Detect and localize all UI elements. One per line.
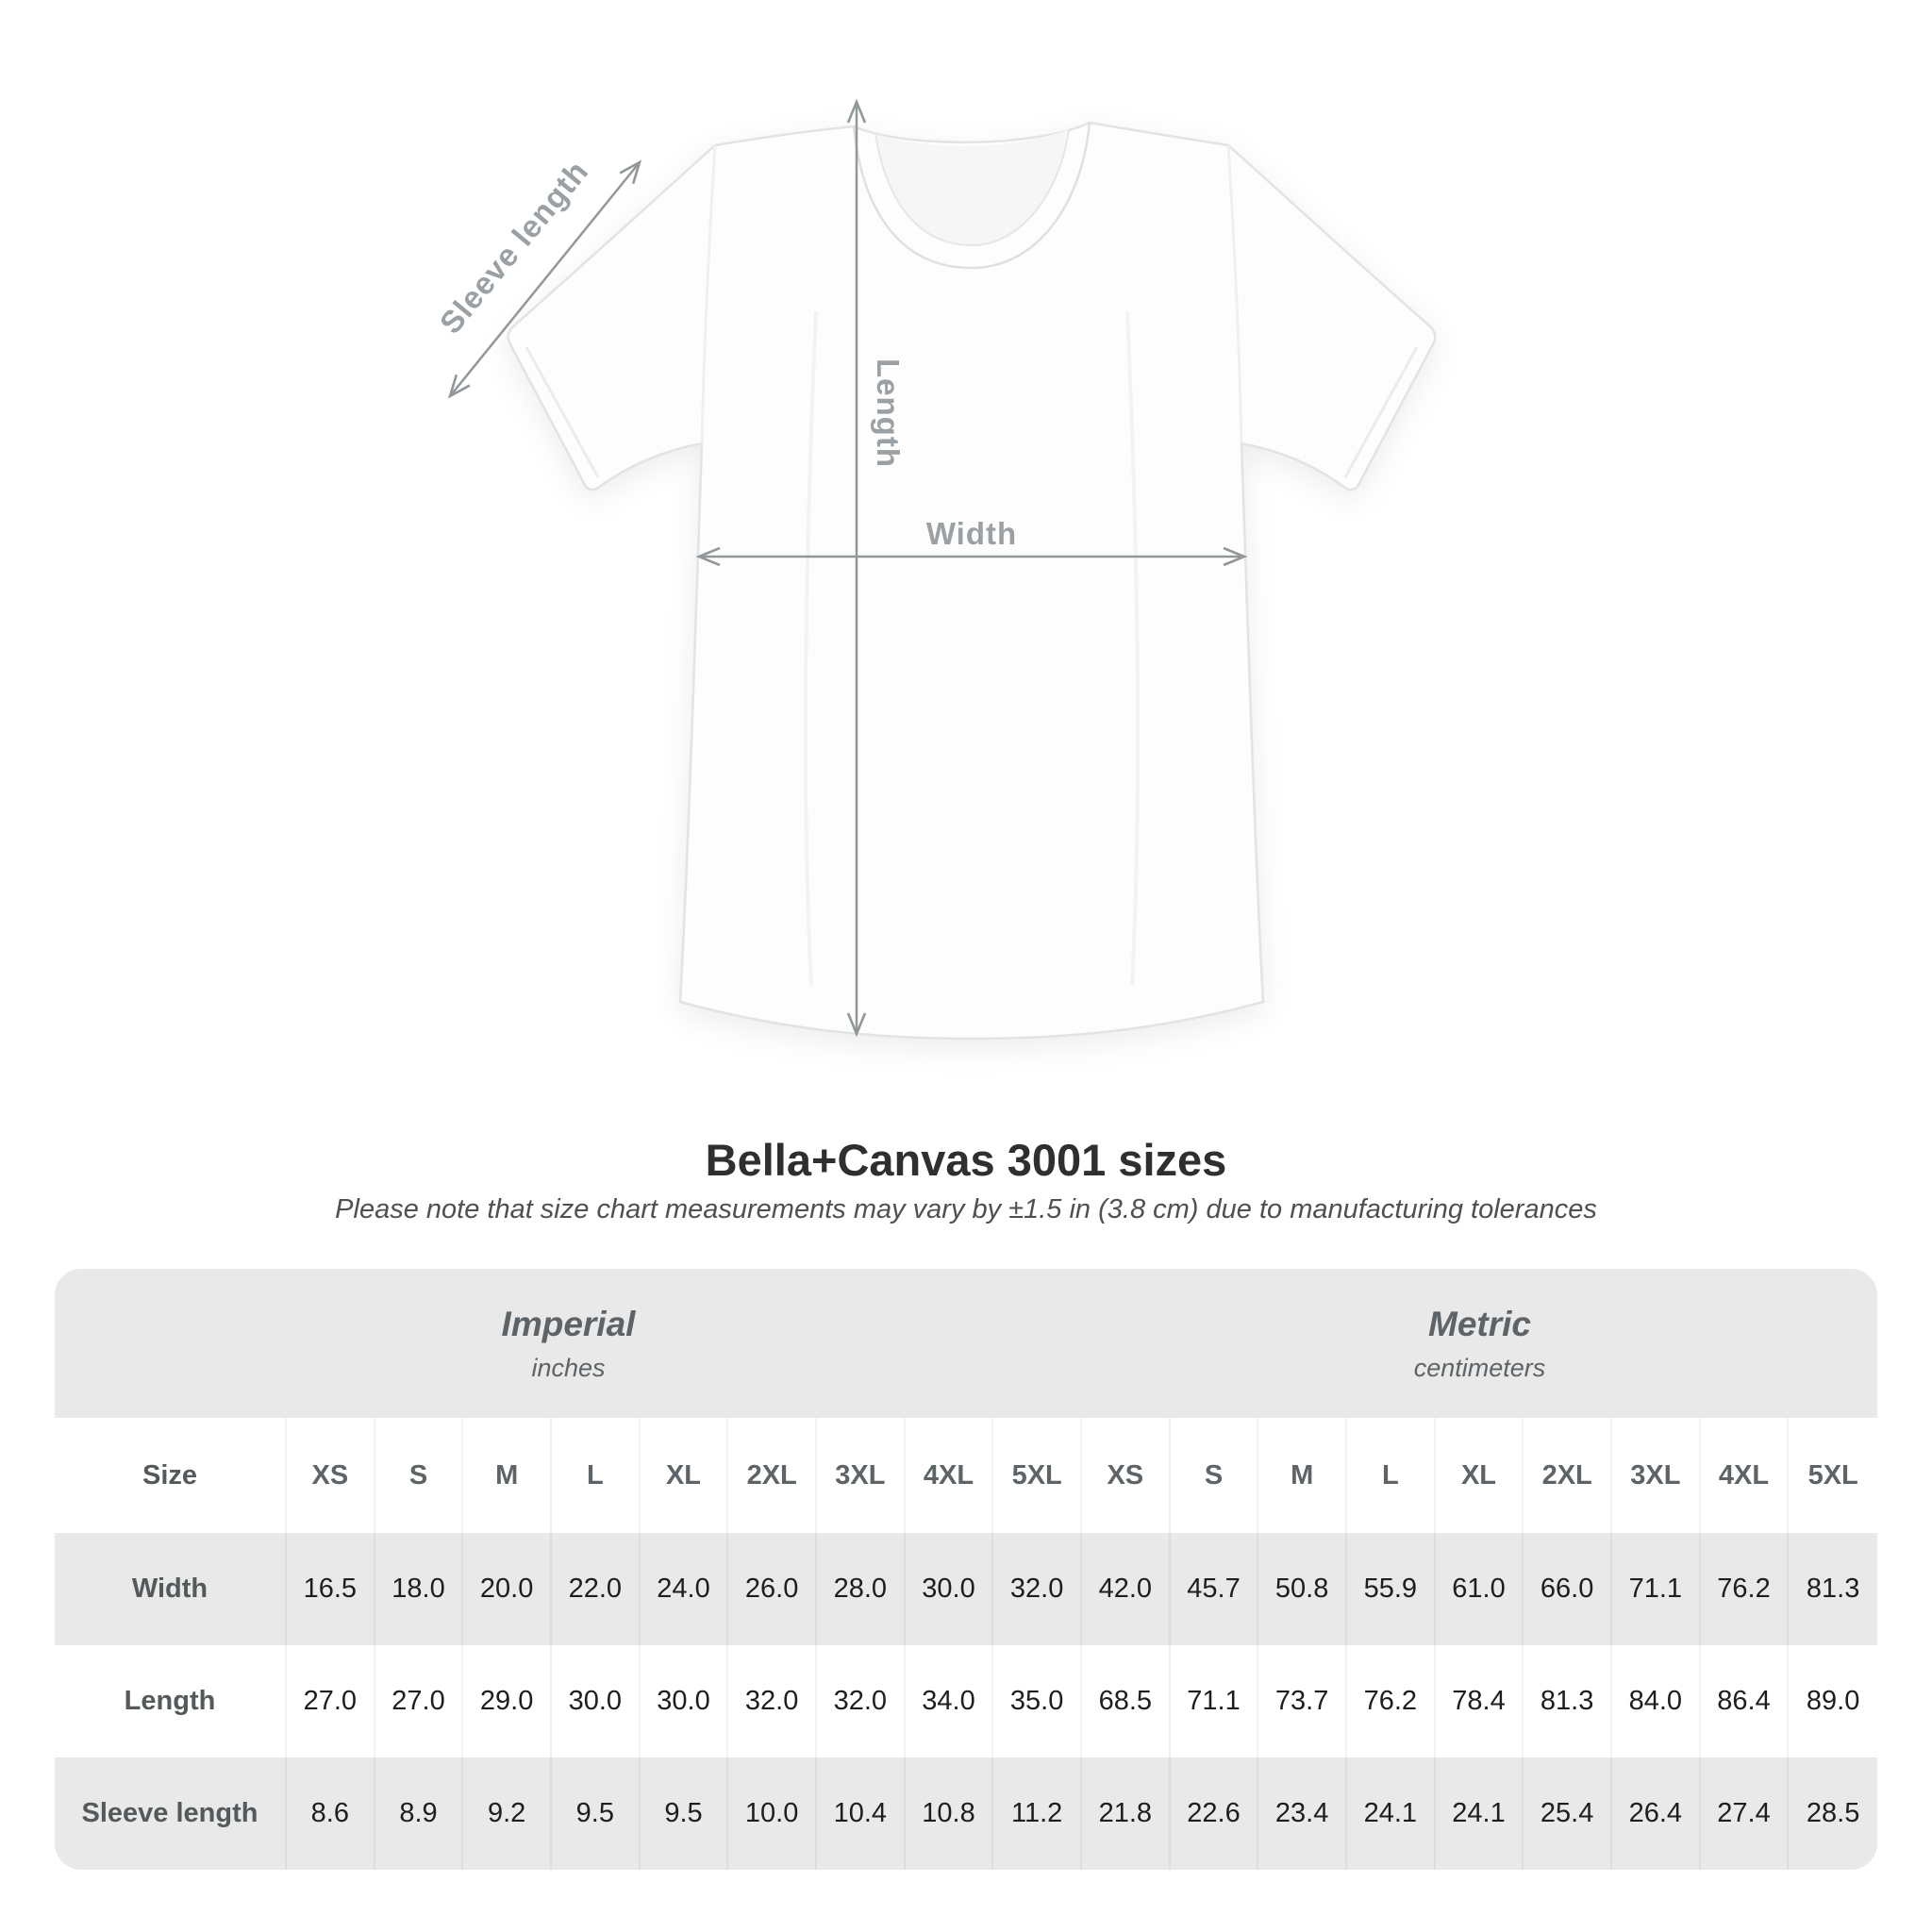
value-cell: 9.5 xyxy=(552,1757,641,1870)
value-cell: 86.4 xyxy=(1701,1645,1790,1757)
value-cell: 66.0 xyxy=(1524,1533,1612,1645)
value-cell: 18.0 xyxy=(375,1533,464,1645)
value-cell: 34.0 xyxy=(906,1645,994,1757)
metric-unit-label: centimeters xyxy=(1413,1353,1546,1382)
value-cell: 76.2 xyxy=(1701,1533,1790,1645)
value-cell: 21.8 xyxy=(1082,1757,1171,1870)
size-header-imperial: 5XL xyxy=(993,1418,1082,1533)
value-cell: 29.0 xyxy=(463,1645,552,1757)
value-cell: 30.0 xyxy=(906,1533,994,1645)
value-cell: 76.2 xyxy=(1347,1645,1436,1757)
value-cell: 24.0 xyxy=(641,1533,729,1645)
value-cell: 9.2 xyxy=(463,1757,552,1870)
value-cell: 23.4 xyxy=(1258,1757,1347,1870)
metric-section-header xyxy=(1082,1269,1877,1418)
value-cell: 61.0 xyxy=(1436,1533,1524,1645)
size-header-metric: XL xyxy=(1436,1418,1524,1533)
value-cell: 81.3 xyxy=(1789,1533,1877,1645)
value-cell: 22.0 xyxy=(552,1533,641,1645)
imperial-section-header xyxy=(55,1269,1082,1418)
size-header-metric: XS xyxy=(1082,1418,1171,1533)
value-cell: 30.0 xyxy=(641,1645,729,1757)
size-header-imperial: 2XL xyxy=(728,1418,817,1533)
tolerance-note: Please note that size chart measurements may vary by ±1.5 in (3.8 cm) due to manufacturing tolerances xyxy=(335,1194,1597,1224)
value-cell: 89.0 xyxy=(1789,1645,1877,1757)
size-header-imperial: 4XL xyxy=(906,1418,994,1533)
size-header-imperial: S xyxy=(375,1418,464,1533)
size-table xyxy=(55,1269,1877,1870)
page-title: Bella+Canvas 3001 sizes xyxy=(705,1135,1227,1185)
sleeve-length-label: Sleeve length xyxy=(432,153,595,341)
size-header-metric: 3XL xyxy=(1612,1418,1701,1533)
value-cell: 84.0 xyxy=(1612,1645,1701,1757)
imperial-unit-label: inches xyxy=(531,1353,606,1382)
value-cell: 16.5 xyxy=(287,1533,375,1645)
value-cell: 30.0 xyxy=(552,1645,641,1757)
value-cell: 27.0 xyxy=(375,1645,464,1757)
tshirt-shape xyxy=(508,123,1436,1039)
value-cell: 25.4 xyxy=(1524,1757,1612,1870)
size-header-imperial: M xyxy=(463,1418,552,1533)
value-cell: 73.7 xyxy=(1258,1645,1347,1757)
width-label: Width xyxy=(925,516,1018,551)
size-header-imperial: 3XL xyxy=(817,1418,906,1533)
value-cell: 8.9 xyxy=(375,1757,464,1870)
size-header-metric: 2XL xyxy=(1524,1418,1612,1533)
value-cell: 24.1 xyxy=(1347,1757,1436,1870)
value-cell: 26.4 xyxy=(1612,1757,1701,1870)
value-cell: 78.4 xyxy=(1436,1645,1524,1757)
length-label: Length xyxy=(871,358,906,468)
value-cell: 11.2 xyxy=(993,1757,1082,1870)
size-header-imperial: XL xyxy=(641,1418,729,1533)
value-cell: 28.0 xyxy=(817,1533,906,1645)
size-column-header: Size xyxy=(55,1418,287,1533)
size-header-metric: L xyxy=(1347,1418,1436,1533)
row-label: Width xyxy=(55,1533,287,1645)
size-header-metric: 4XL xyxy=(1701,1418,1790,1533)
value-cell: 27.0 xyxy=(287,1645,375,1757)
value-cell: 28.5 xyxy=(1789,1757,1877,1870)
size-header-metric: M xyxy=(1258,1418,1347,1533)
value-cell: 8.6 xyxy=(287,1757,375,1870)
size-header-metric: 5XL xyxy=(1789,1418,1877,1533)
value-cell: 35.0 xyxy=(993,1645,1082,1757)
value-cell: 24.1 xyxy=(1436,1757,1524,1870)
value-cell: 71.1 xyxy=(1171,1645,1259,1757)
unit-header-band xyxy=(55,1269,1877,1418)
value-cell: 9.5 xyxy=(641,1757,729,1870)
value-cell: 45.7 xyxy=(1171,1533,1259,1645)
value-cell: 10.0 xyxy=(728,1757,817,1870)
value-cell: 71.1 xyxy=(1612,1533,1701,1645)
size-grid xyxy=(55,1418,1877,1870)
value-cell: 32.0 xyxy=(817,1645,906,1757)
value-cell: 42.0 xyxy=(1082,1533,1171,1645)
value-cell: 32.0 xyxy=(993,1533,1082,1645)
row-label: Length xyxy=(55,1645,287,1757)
value-cell: 26.0 xyxy=(728,1533,817,1645)
size-header-imperial: XS xyxy=(287,1418,375,1533)
value-cell: 50.8 xyxy=(1258,1533,1347,1645)
value-cell: 27.4 xyxy=(1701,1757,1790,1870)
value-cell: 32.0 xyxy=(728,1645,817,1757)
value-cell: 81.3 xyxy=(1524,1645,1612,1757)
value-cell: 22.6 xyxy=(1171,1757,1259,1870)
value-cell: 68.5 xyxy=(1082,1645,1171,1757)
value-cell: 20.0 xyxy=(463,1533,552,1645)
size-header-imperial: L xyxy=(552,1418,641,1533)
imperial-label: Imperial xyxy=(501,1304,636,1343)
value-cell: 10.4 xyxy=(817,1757,906,1870)
metric-label: Metric xyxy=(1428,1304,1531,1343)
value-cell: 10.8 xyxy=(906,1757,994,1870)
size-header-metric: S xyxy=(1171,1418,1259,1533)
row-label: Sleeve length xyxy=(55,1757,287,1870)
value-cell: 55.9 xyxy=(1347,1533,1436,1645)
